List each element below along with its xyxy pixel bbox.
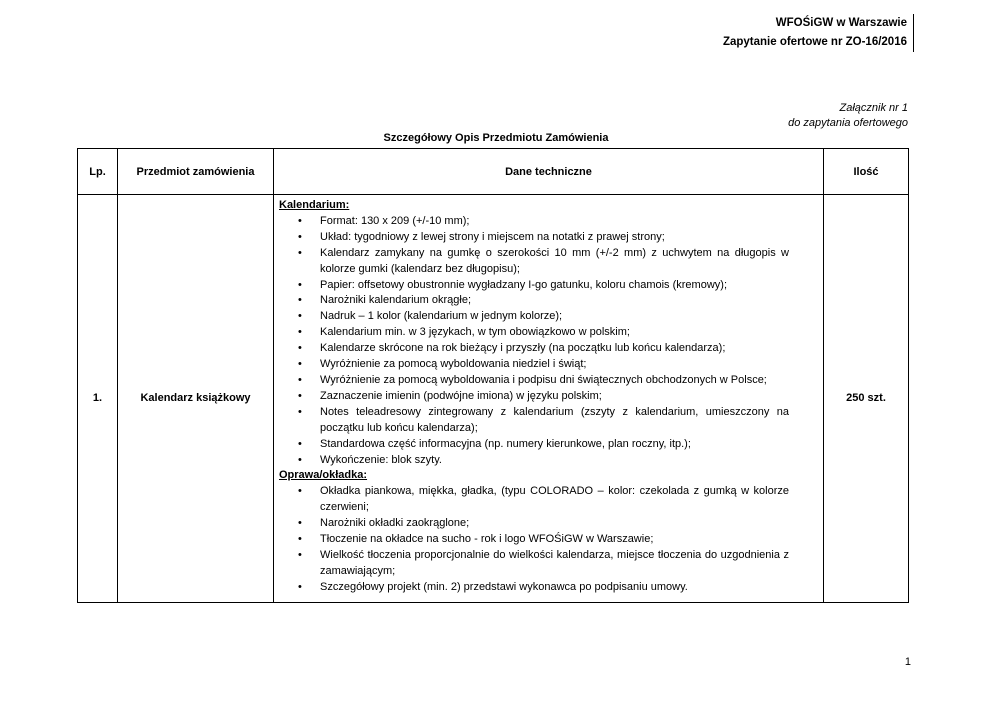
bullet-icon: • [298, 517, 302, 530]
list-item-text: Notes teleadresowy zintegrowany z kalendarium (zszyty z kalendarium, umieszczony na początku lub końcu kalendarza); [320, 405, 789, 434]
list-item [279, 278, 789, 294]
list-item [279, 580, 789, 596]
bullet-icon: • [298, 373, 302, 386]
section-calendar-list [279, 214, 789, 469]
annex-note [788, 101, 908, 131]
list-item [279, 341, 789, 357]
bullet-icon: • [298, 548, 302, 561]
header-item: Przedmiot zamówienia [118, 149, 274, 195]
header-org: WFOŚiGW w Warszawie [775, 17, 907, 29]
cell-details [274, 195, 824, 603]
list-item-text: Papier: offsetowy obustronnie wygładzany I-go gatunku, koloru chamois (kremowy); [320, 278, 727, 291]
table-row [78, 195, 909, 603]
list-item-text: Kalendarium min. w 3 językach, w tym obowiązkowo w polskim; [320, 326, 630, 339]
bullet-icon: • [298, 485, 302, 498]
section-cover-title: Oprawa/okładka: [279, 469, 368, 482]
list-item [279, 230, 789, 246]
bullet-icon: • [298, 358, 302, 371]
table-header-row [78, 149, 909, 195]
header-ref: Zapytanie ofertowe nr ZO-16/2016 [722, 36, 907, 48]
annex-line-2: do zapytania ofertowego [788, 117, 908, 129]
bullet-icon: • [298, 246, 302, 259]
bullet-icon: • [298, 294, 302, 307]
cell-qty: 250 szt. [824, 195, 909, 603]
bullet-icon: • [298, 214, 302, 227]
bullet-icon: • [298, 405, 302, 418]
header-qty: Ilość [824, 149, 909, 195]
page-number: 1 [904, 656, 911, 668]
list-item [279, 214, 789, 230]
cell-lp: 1. [78, 195, 118, 603]
list-item-text: Zaznaczenie imienin (podwójne imiona) w języku polskim; [320, 389, 602, 402]
header-details: Dane techniczne [274, 149, 824, 195]
bullet-icon: • [298, 278, 302, 291]
list-item-text: Okładka piankowa, miękka, gładka, (typu COLORADO – kolor: czekolada z gumką w kolorze czerwieni; [320, 485, 789, 514]
list-item [279, 405, 789, 437]
list-item [279, 437, 789, 453]
bullet-icon: • [298, 389, 302, 402]
document-header [723, 14, 914, 52]
bullet-icon: • [298, 437, 302, 450]
bullet-icon: • [298, 453, 302, 466]
bullet-icon: • [298, 533, 302, 546]
section-cover-list [279, 484, 789, 595]
list-item [279, 484, 789, 516]
list-item [279, 532, 789, 548]
list-item-text: Wyróżnienie za pomocą wyboldowania i podpisu dni świątecznych obchodzonych w Polsce; [320, 373, 767, 386]
list-item-text: Nadruk – 1 kolor (kalendarium w jednym kolorze); [320, 310, 563, 323]
list-item-text: Układ: tygodniowy z lewej strony i miejscem na notatki z prawej strony; [320, 230, 665, 243]
list-item [279, 293, 789, 309]
list-item [279, 389, 789, 405]
specification-table [77, 148, 909, 603]
list-item [279, 246, 789, 278]
header-lp: Lp. [78, 149, 118, 195]
annex-line-1: Załącznik nr 1 [839, 102, 908, 114]
bullet-icon: • [298, 326, 302, 339]
list-item [279, 309, 789, 325]
list-item [279, 357, 789, 373]
list-item [279, 516, 789, 532]
bullet-icon: • [298, 310, 302, 323]
list-item-text: Tłoczenie na okładce na sucho - rok i logo WFOŚiGW w Warszawie; [320, 533, 654, 546]
list-item-text: Szczegółowy projekt (min. 2) przedstawi wykonawca po podpisaniu umowy. [320, 580, 688, 593]
list-item [279, 373, 789, 389]
list-item-text: Narożniki kalendarium okrągłe; [320, 294, 472, 307]
list-item [279, 453, 789, 469]
list-item [279, 325, 789, 341]
list-item-text: Kalendarz zamykany na gumkę o szerokości 10 mm (+/-2 mm) z uchwytem na długopis w kolorze gumki (kalendarz bez długopisu); [320, 246, 789, 275]
list-item-text: Wykończenie: blok szyty. [320, 453, 442, 466]
bullet-icon: • [298, 342, 302, 355]
list-item-text: Standardowa część informacyjna (np. numery kierunkowe, plan roczny, itp.); [320, 437, 691, 450]
list-item-text: Kalendarze skrócone na rok bieżący i przyszły (na początku lub końcu kalendarza); [320, 342, 726, 355]
list-item-text: Format: 130 x 209 (+/-10 mm); [320, 214, 470, 227]
bullet-icon: • [298, 230, 302, 243]
bullet-icon: • [298, 580, 302, 593]
list-item-text: Wielkość tłoczenia proporcjonalnie do wielkości kalendarza, miejsce tłoczenia do uzgodnienia z zamawiającym; [320, 548, 789, 577]
list-item [279, 548, 789, 580]
list-item-text: Narożniki okładki zaokrąglone; [320, 517, 470, 530]
section-calendar-title: Kalendarium: [279, 199, 350, 211]
page-title: Szczegółowy Opis Przedmiotu Zamówienia [383, 132, 609, 144]
cell-item: Kalendarz książkowy [118, 195, 274, 603]
list-item-text: Wyróżnienie za pomocą wyboldowania niedziel i świąt; [320, 358, 587, 371]
